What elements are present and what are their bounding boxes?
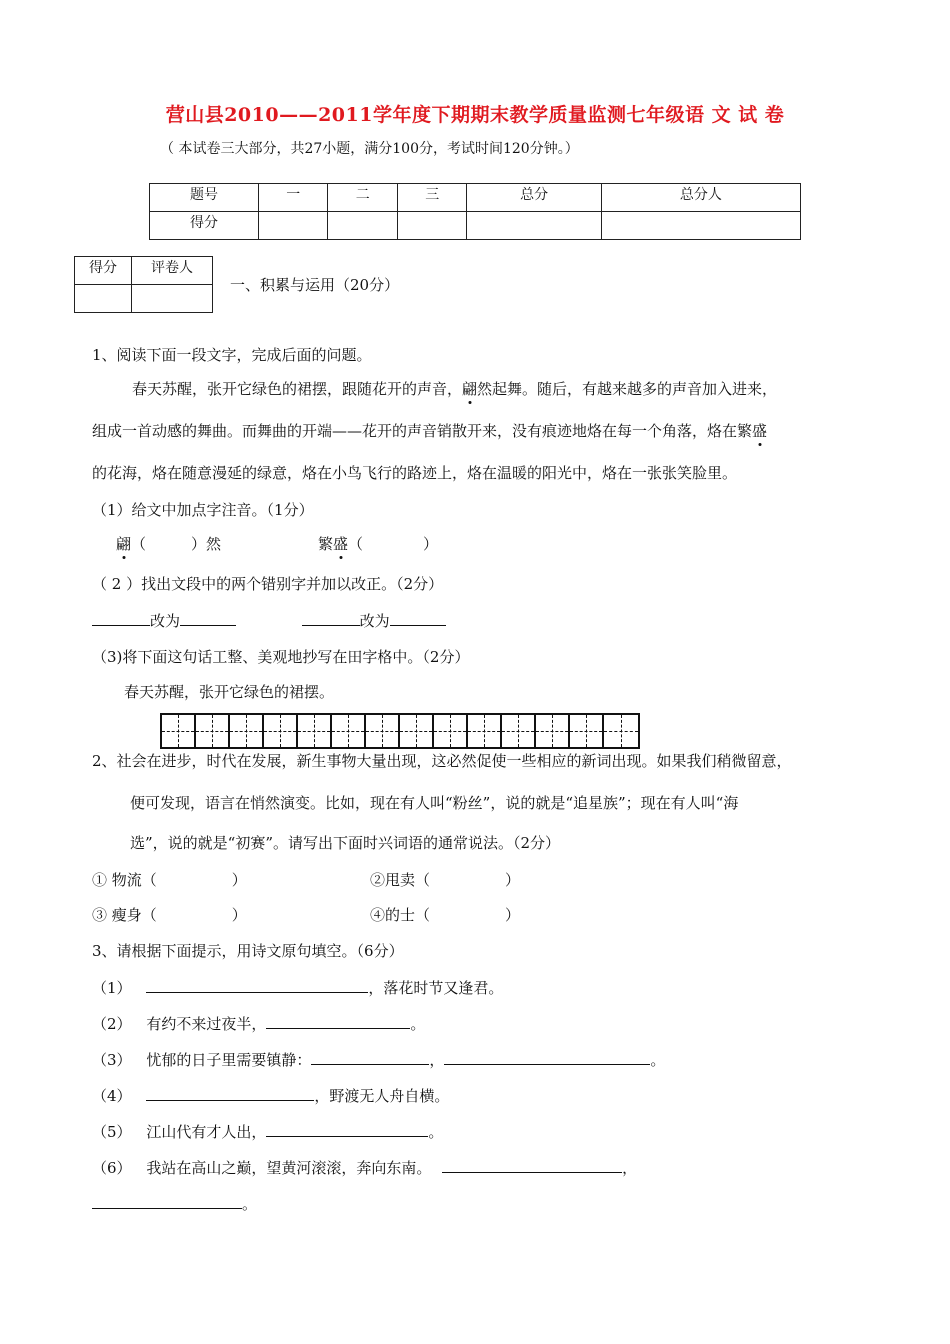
question-1-stem: 1、阅读下面一段文字，完成后面的问题。 bbox=[92, 346, 372, 364]
score-cell[interactable] bbox=[601, 212, 800, 240]
answer-blank[interactable] bbox=[92, 1193, 242, 1209]
item-number: （1） bbox=[92, 979, 132, 997]
header-cell: 三 bbox=[397, 184, 466, 212]
poem-text: ，野渡无人舟自横。 bbox=[314, 1087, 450, 1105]
pinyin-item-2 bbox=[318, 533, 438, 554]
item-number: （2） bbox=[92, 1015, 132, 1033]
score-cell[interactable] bbox=[259, 212, 328, 240]
exam-note: （ 本试卷三大部分，共27小题，满分100分，考试时间120分钟。） bbox=[160, 141, 579, 157]
correction-line bbox=[92, 610, 446, 631]
item-number: （4） bbox=[92, 1087, 132, 1105]
change-label: 改为 bbox=[359, 612, 390, 630]
passage-line-3: 的花海，烙在随意漫延的绿意，烙在小鸟飞行的路迹上，烙在温暖的阳光中，烙在一张张笑脸里。 bbox=[92, 464, 738, 482]
word-item-3: ③ 瘦身（ ） bbox=[92, 906, 247, 924]
poem-line-6-cont bbox=[92, 1193, 257, 1214]
answer-blank[interactable] bbox=[390, 610, 446, 626]
poem-line-1 bbox=[92, 977, 503, 998]
poem-punct: 。 bbox=[650, 1051, 666, 1069]
grid-cell[interactable] bbox=[400, 715, 434, 747]
sub-question-3: （3)将下面这句话工整、美观地抄写在田字格中。（2分） bbox=[92, 648, 470, 666]
header-cell: 得分 bbox=[75, 257, 132, 285]
table-row bbox=[75, 285, 213, 313]
grid-cell[interactable] bbox=[570, 715, 604, 747]
poem-line-2 bbox=[92, 1013, 425, 1034]
poem-line-6 bbox=[92, 1157, 637, 1178]
exam-title: 营山县2010——2011学年度下期期末教学质量监测七年级语 文 试 卷 bbox=[165, 104, 785, 126]
answer-blank[interactable] bbox=[266, 1121, 428, 1137]
pinyin-item-1 bbox=[116, 533, 221, 554]
item-number: （3） bbox=[92, 1051, 132, 1069]
grid-cell[interactable] bbox=[502, 715, 536, 747]
poem-punct: 。 bbox=[410, 1015, 426, 1033]
change-label: 改为 bbox=[150, 612, 181, 630]
copy-sentence: 春天苏醒，张开它绿色的裙摆。 bbox=[124, 683, 335, 701]
dotted-char: 翩 bbox=[116, 535, 132, 553]
answer-blank[interactable] bbox=[302, 610, 360, 626]
poem-punct: ， bbox=[622, 1159, 638, 1177]
section-heading: 一、积累与运用（20分） bbox=[230, 276, 400, 294]
table-row bbox=[75, 257, 213, 285]
grid-cell[interactable] bbox=[366, 715, 400, 747]
word-item-2: ②甩卖（ ） bbox=[370, 871, 521, 889]
answer-blank[interactable] bbox=[444, 1049, 650, 1065]
passage-text: 春天苏醒，张开它绿色的裙摆，跟随花开的声音， bbox=[132, 380, 463, 398]
answer-blank[interactable] bbox=[311, 1049, 429, 1065]
poem-line-5 bbox=[92, 1121, 443, 1142]
score-table bbox=[149, 183, 801, 240]
tianzige-grid[interactable] bbox=[160, 713, 640, 749]
question-2-line-2: 便可发现，语言在悄然演变。比如，现在有人叫“粉丝”，说的就是“追星族”；现在有人叫“海 bbox=[130, 794, 739, 812]
grid-cell[interactable] bbox=[162, 715, 196, 747]
item-number: （5） bbox=[92, 1123, 132, 1141]
answer-paren[interactable]: （ ） bbox=[348, 535, 439, 553]
header-cell: 总分人 bbox=[601, 184, 800, 212]
grid-cell[interactable] bbox=[536, 715, 570, 747]
passage-text: 组成一首动感的舞曲。而舞曲的开端——花开的声音销散开来，没有痕迹地烙在每一个角落，烙在繁 bbox=[92, 422, 753, 440]
passage-text: 然起舞。随后，有越来越多的声音加入进来， bbox=[477, 380, 778, 398]
grid-cell[interactable] bbox=[264, 715, 298, 747]
passage-line-1 bbox=[132, 378, 777, 399]
question-2-line-3: 选”，说的就是“初赛”。请写出下面时兴词语的通常说法。（2分） bbox=[130, 834, 561, 852]
word-item-1: ① 物流（ ） bbox=[92, 871, 247, 889]
poem-text: 江山代有才人出， bbox=[146, 1123, 267, 1141]
row-label: 得分 bbox=[150, 212, 259, 240]
question-3-stem: 3、请根据下面提示，用诗文原句填空。（6分） bbox=[92, 942, 404, 960]
poem-punct: ， bbox=[429, 1051, 445, 1069]
table-row bbox=[150, 212, 801, 240]
score-cell[interactable] bbox=[397, 212, 466, 240]
question-2-line-1: 2、社会在进步，时代在发展，新生事物大量出现，这必然促使一些相应的新词出现。如果我们稍微留意， bbox=[92, 752, 792, 770]
grid-cell[interactable] bbox=[604, 715, 638, 747]
score-cell[interactable] bbox=[328, 212, 397, 240]
header-cell: 题号 bbox=[150, 184, 259, 212]
answer-paren[interactable]: （ ）然 bbox=[131, 535, 222, 553]
header-cell: 总分 bbox=[467, 184, 601, 212]
score-cell[interactable] bbox=[467, 212, 601, 240]
poem-line-3 bbox=[92, 1049, 665, 1070]
grid-cell[interactable] bbox=[468, 715, 502, 747]
dotted-char: 盛 bbox=[752, 422, 768, 440]
passage-line-2 bbox=[92, 420, 767, 441]
dotted-char: 翩 bbox=[462, 380, 478, 398]
poem-text: ，落花时节又逢君。 bbox=[368, 979, 504, 997]
grid-cell[interactable] bbox=[332, 715, 366, 747]
answer-blank[interactable] bbox=[442, 1157, 622, 1173]
item-number: （6） bbox=[92, 1159, 132, 1177]
table-row bbox=[150, 184, 801, 212]
sub-question-2: （ 2 ）找出文段中的两个错别字并加以改正。（2分） bbox=[92, 575, 444, 593]
score-cell[interactable] bbox=[75, 285, 132, 313]
poem-text: 忧郁的日子里需要镇静： bbox=[146, 1051, 312, 1069]
answer-blank[interactable] bbox=[92, 610, 150, 626]
header-cell: 一 bbox=[259, 184, 328, 212]
answer-blank[interactable] bbox=[146, 977, 368, 993]
grid-cell[interactable] bbox=[298, 715, 332, 747]
sub-question-1: （1）给文中加点字注音。（1分） bbox=[92, 501, 314, 519]
poem-punct: 。 bbox=[242, 1195, 258, 1213]
header-cell: 二 bbox=[328, 184, 397, 212]
grid-cell[interactable] bbox=[434, 715, 468, 747]
poem-text: 有约不来过夜半， bbox=[146, 1015, 267, 1033]
grid-cell[interactable] bbox=[196, 715, 230, 747]
item-char: 繁 bbox=[318, 535, 334, 553]
grader-table bbox=[74, 256, 213, 313]
poem-punct: 。 bbox=[428, 1123, 444, 1141]
answer-blank[interactable] bbox=[180, 610, 236, 626]
poem-line-4 bbox=[92, 1085, 449, 1106]
header-cell: 评卷人 bbox=[132, 257, 213, 285]
answer-blank[interactable] bbox=[266, 1013, 410, 1029]
answer-blank[interactable] bbox=[146, 1085, 314, 1101]
grader-cell[interactable] bbox=[132, 285, 213, 313]
word-item-4: ④的士（ ） bbox=[370, 906, 521, 924]
grid-cell[interactable] bbox=[230, 715, 264, 747]
poem-text: 我站在高山之巅，望黄河滚滚，奔向东南。 bbox=[146, 1159, 432, 1177]
dotted-char: 盛 bbox=[333, 535, 349, 553]
